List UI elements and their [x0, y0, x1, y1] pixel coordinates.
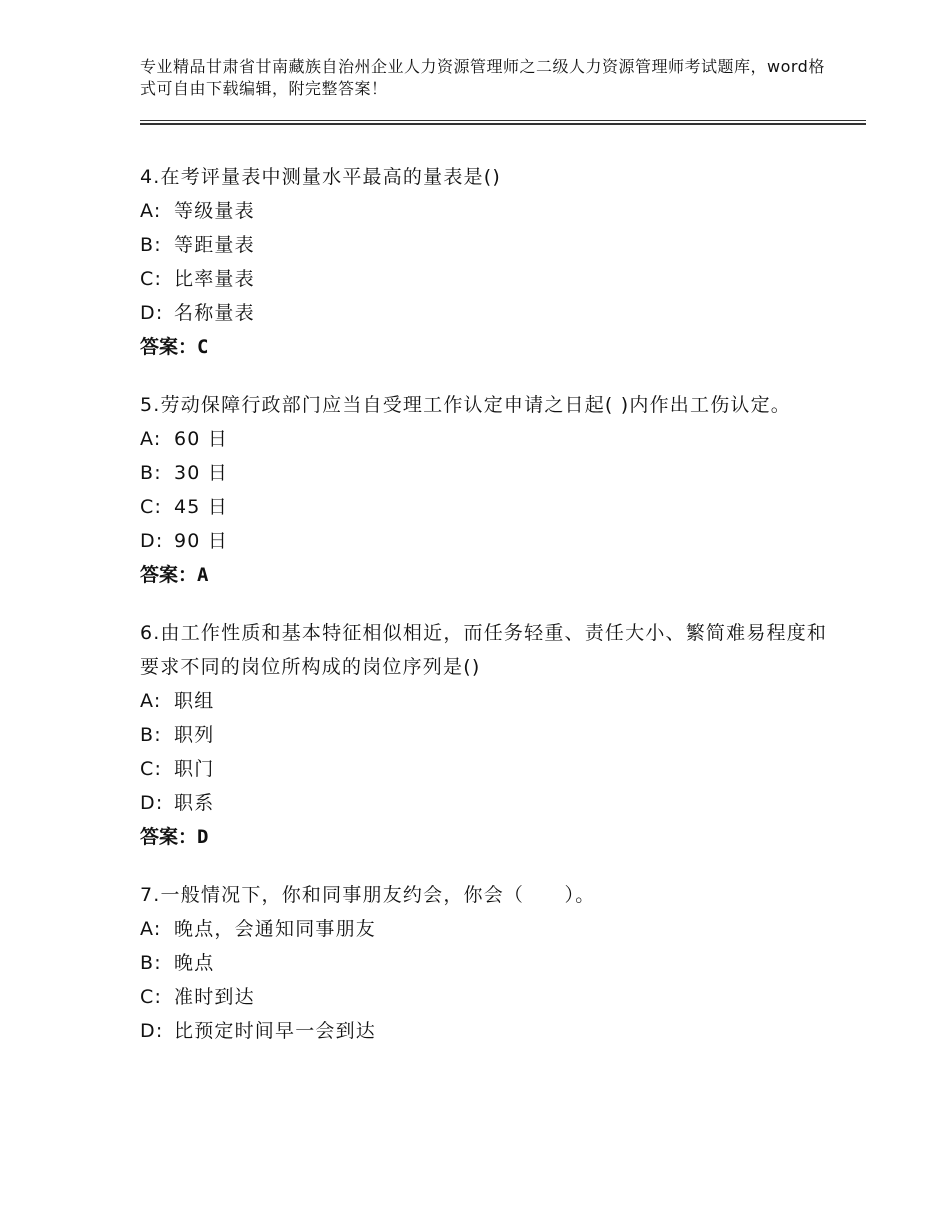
option-b — [140, 228, 830, 262]
option-key: D: — [140, 302, 164, 324]
option-a — [140, 194, 830, 228]
question-4 — [140, 160, 830, 364]
document-title: 专业精品甘肃省甘南藏族自治州企业人力资源管理师之二级人力资源管理师考试题库，word格式可自由下载编辑，附完整答案！ — [140, 57, 825, 98]
question-stem: 4.在考评量表中测量水平最高的量表是() — [140, 166, 501, 188]
option-d — [140, 524, 830, 558]
option-b — [140, 718, 830, 752]
option-key: D: — [140, 530, 164, 552]
option-key: B: — [140, 952, 162, 974]
option-key: A: — [140, 428, 162, 450]
question-stem: 5.劳动保障行政部门应当自受理工作认定申请之日起( )内作出工伤认定。 — [140, 394, 791, 416]
question-7 — [140, 878, 830, 1048]
option-c — [140, 980, 830, 1014]
option-c — [140, 490, 830, 524]
option-text: 比预定时间早一会到达 — [174, 1020, 377, 1042]
option-text: 准时到达 — [174, 986, 255, 1008]
option-text: 职门 — [174, 758, 215, 780]
option-key: A: — [140, 200, 162, 222]
question-stem: 7.一般情况下，你和同事朋友约会，你会（ ）。 — [140, 884, 596, 906]
option-text: 晚点，会通知同事朋友 — [174, 918, 377, 940]
option-text: 职系 — [174, 792, 215, 814]
option-key: C: — [140, 496, 163, 518]
option-text: 30 日 — [174, 462, 229, 484]
answer-line: 答案：D — [140, 826, 209, 848]
question-6 — [140, 616, 830, 854]
question-stem: 6.由工作性质和基本特征相似相近，而任务轻重、责任大小、繁简难易程度和要求不同的岗位所构成的岗位序列是() — [140, 622, 828, 678]
option-key: D: — [140, 1020, 164, 1042]
option-key: C: — [140, 758, 163, 780]
option-b — [140, 946, 830, 980]
option-key: D: — [140, 792, 164, 814]
option-text: 职组 — [174, 690, 215, 712]
answer-line: 答案：C — [140, 336, 209, 358]
option-text: 等距量表 — [174, 234, 255, 256]
answer-line: 答案：A — [140, 564, 209, 586]
option-d — [140, 786, 830, 820]
option-c — [140, 262, 830, 296]
option-key: A: — [140, 918, 162, 940]
option-text: 比率量表 — [174, 268, 255, 290]
option-text: 等级量表 — [174, 200, 255, 222]
option-text: 60 日 — [174, 428, 229, 450]
question-5 — [140, 388, 830, 592]
option-key: B: — [140, 234, 162, 256]
option-d — [140, 296, 830, 330]
option-key: C: — [140, 268, 163, 290]
option-key: B: — [140, 462, 162, 484]
option-key: A: — [140, 690, 162, 712]
option-text: 45 日 — [174, 496, 229, 518]
option-text: 名称量表 — [174, 302, 255, 324]
option-b — [140, 456, 830, 490]
option-key: C: — [140, 986, 163, 1008]
question-list — [140, 160, 830, 1072]
option-d — [140, 1014, 830, 1048]
option-key: B: — [140, 724, 162, 746]
header-divider — [140, 120, 866, 125]
option-c — [140, 752, 830, 786]
option-text: 职列 — [174, 724, 215, 746]
document-header — [140, 56, 840, 100]
option-a — [140, 422, 830, 456]
option-text: 晚点 — [174, 952, 215, 974]
option-text: 90 日 — [174, 530, 229, 552]
option-a — [140, 912, 830, 946]
option-a — [140, 684, 830, 718]
